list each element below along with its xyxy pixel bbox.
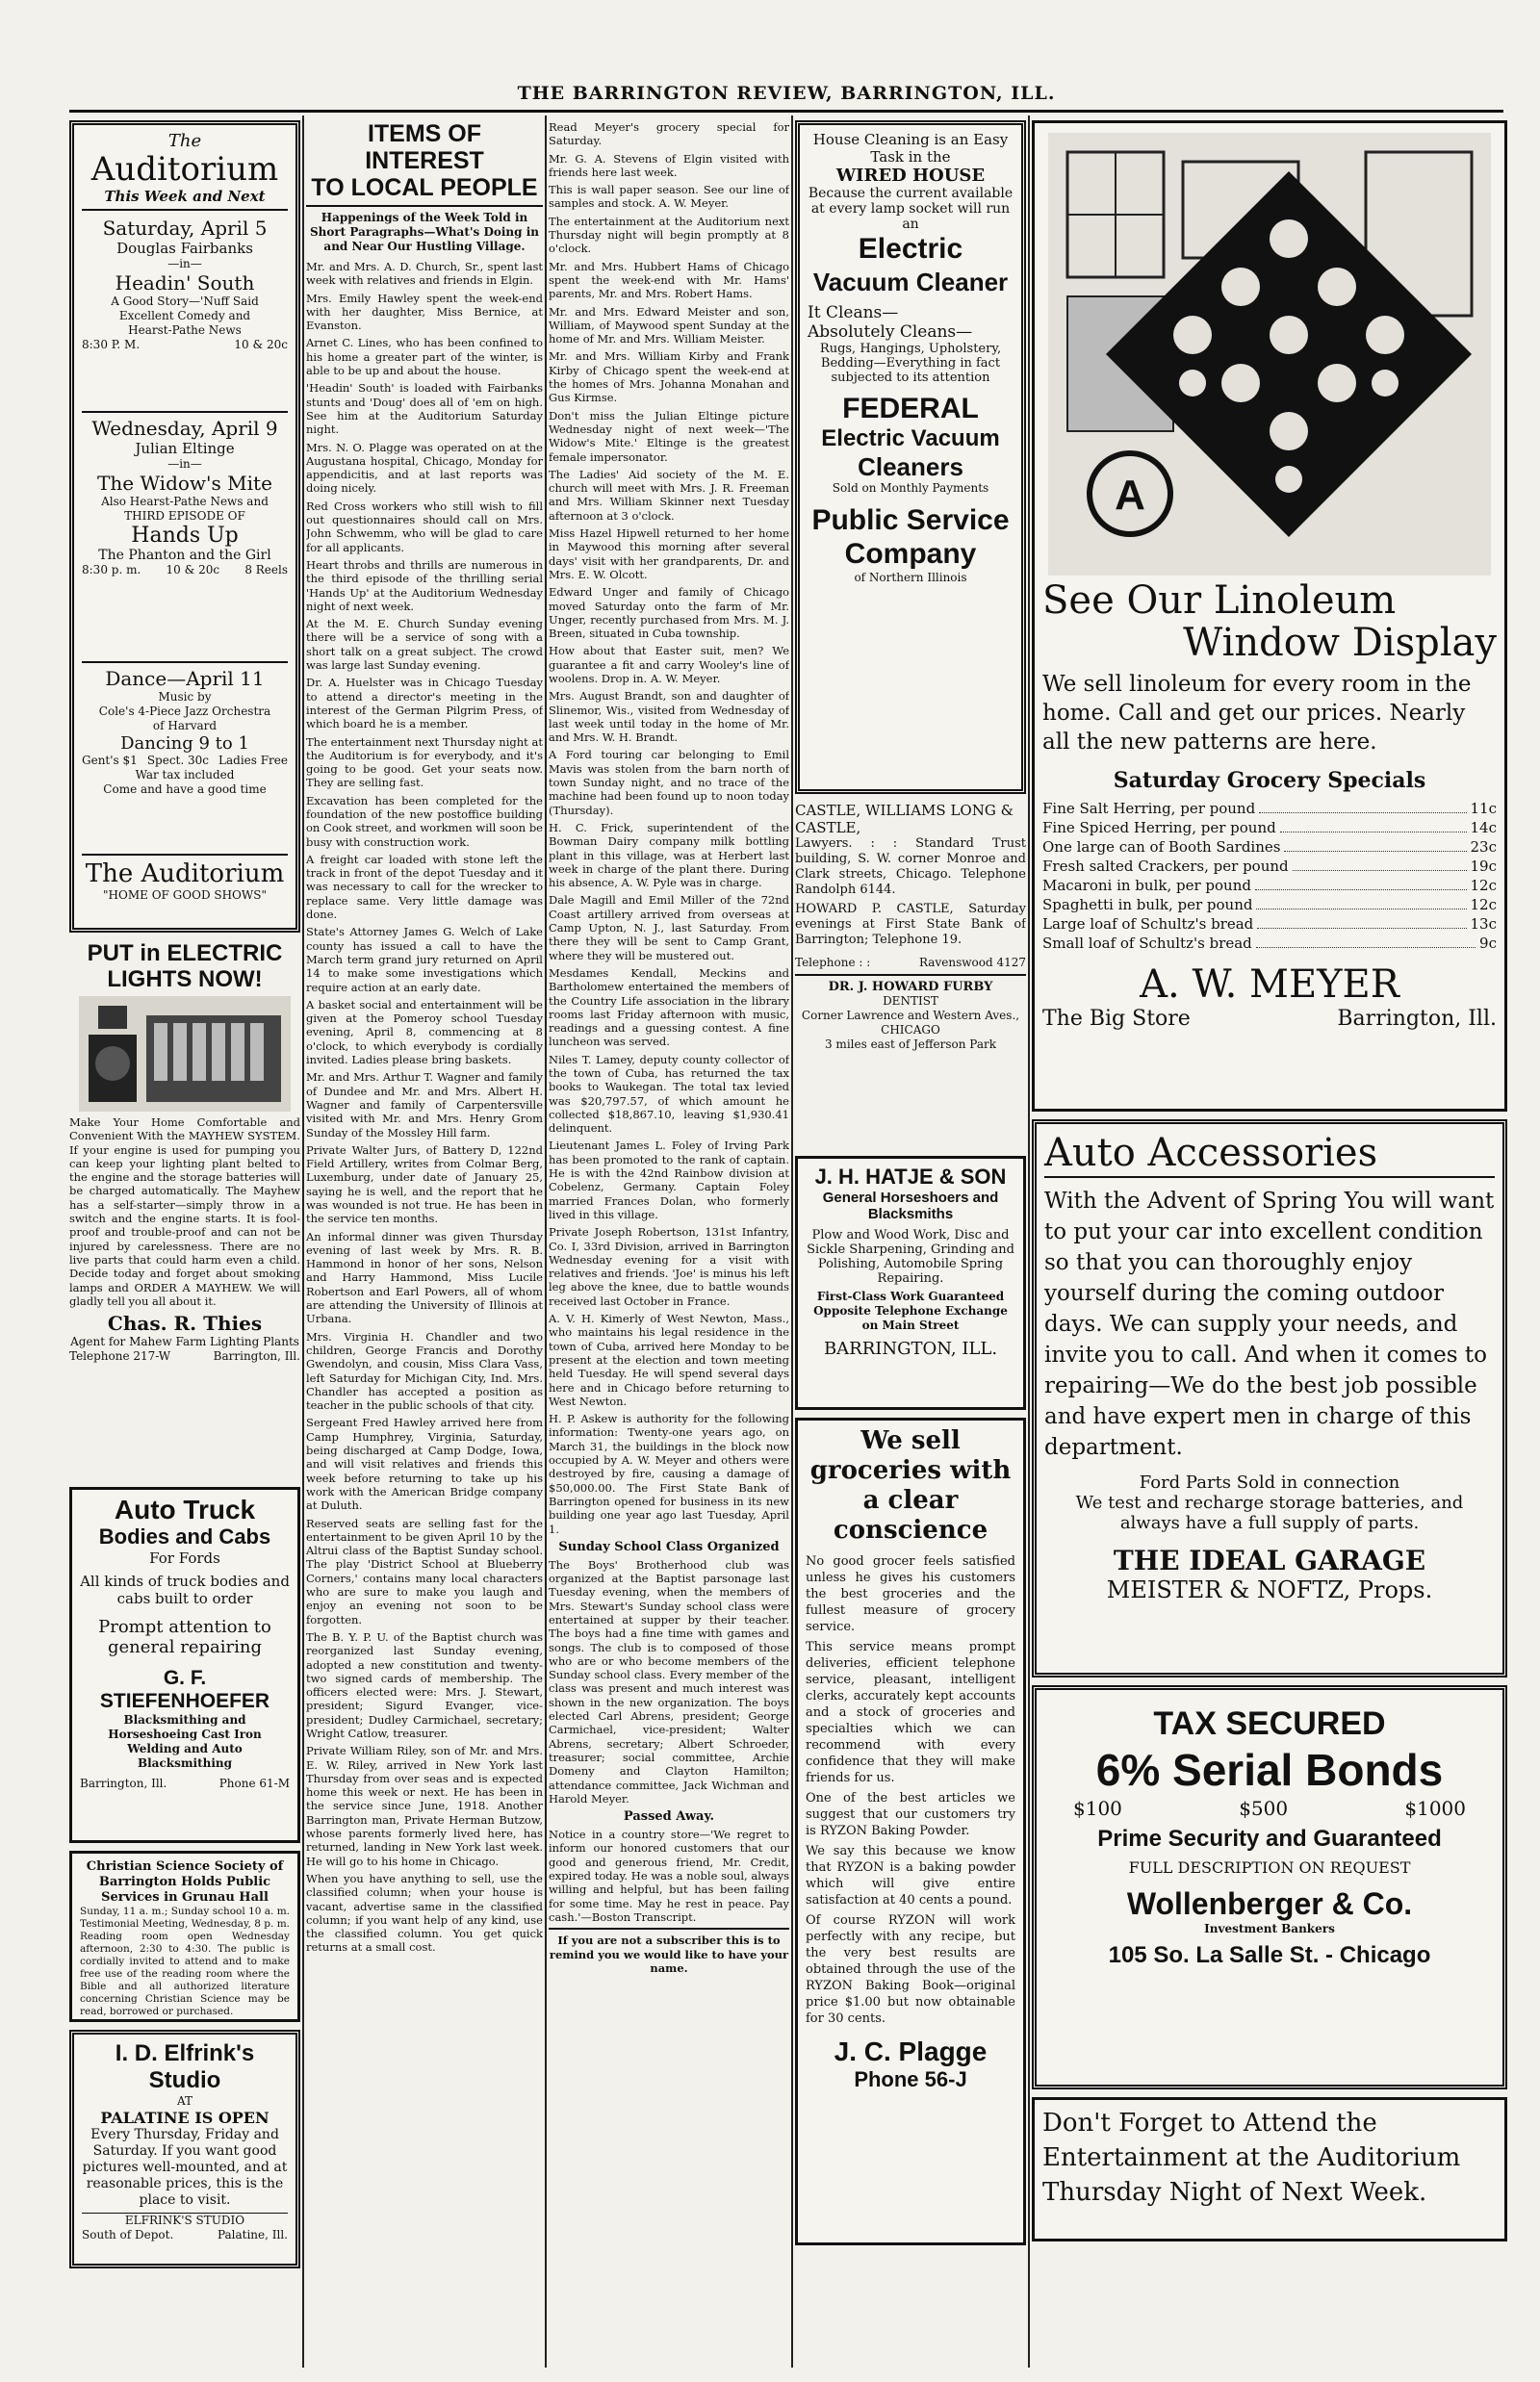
news-item: Dr. A. Huelster was in Chicago Tuesday to attend a director's meeting in the interest of the German Pilgrim Press, of which board he is a member. bbox=[306, 676, 543, 731]
bonds-firm: Wollenberger & Co. bbox=[1126, 1886, 1413, 1921]
items-headline-2: TO LOCAL PEOPLE bbox=[311, 174, 538, 201]
telephone-number: Ravenswood 4127 bbox=[919, 956, 1026, 969]
lawyers-body: Lawyers. : : Standard Trust building, S. W. corner Monroe and Clark streets, Chicago. Telephone Randolph 6144. bbox=[795, 836, 1026, 897]
leader-dots bbox=[1293, 857, 1467, 871]
bond-denomination: $1000 bbox=[1404, 1797, 1466, 1820]
news-item: Sergeant Fred Hawley arrived here from Camp Humphrey, Virginia, Saturday, being discharged at Camp Dodge, Iowa, and will visit relatives and friends this week before returning to take up his work with the American Bridge company at Duluth. bbox=[306, 1416, 543, 1513]
elfrink-at: AT bbox=[176, 2094, 192, 2108]
passed-away-headline: Passed Away. bbox=[623, 1809, 715, 1825]
leader-dots bbox=[1256, 895, 1466, 909]
leader-dots bbox=[1280, 818, 1467, 832]
show-line: Cole's 4-Piece Jazz Orchestra bbox=[98, 704, 271, 718]
electric-lights-ad bbox=[69, 940, 300, 1479]
elfrink-town: Palatine, Ill. bbox=[217, 2228, 288, 2241]
auto-truck-ad bbox=[69, 1487, 300, 1843]
special-item bbox=[1042, 914, 1497, 934]
bonds-ad bbox=[1032, 1685, 1507, 2089]
telephone-label: Telephone : : bbox=[795, 956, 871, 969]
show-line: Hearst-Pathe News bbox=[128, 323, 242, 337]
special-item bbox=[1042, 895, 1497, 914]
leader-dots bbox=[1259, 799, 1466, 813]
column-rule bbox=[545, 115, 547, 2368]
column-5 bbox=[1032, 120, 1507, 2249]
news-item: Arnet C. Lines, who has been confined to his home a greater part of the winter, is able to be up and about the house. bbox=[306, 336, 543, 378]
garage-props: MEISTER & NOFTZ, Props. bbox=[1106, 1576, 1433, 1603]
plagge-name: J. C. Plagge bbox=[834, 2036, 988, 2066]
sunday-school-body: The Boys' Brotherhood club was organized at the Baptist parsonage last Tuesday evening, when the members of Mrs. Stewart's Sunday school class were entertained at supper by their teacher. The boys had a fine time with games and songs. The club is to composed of those who are or who become members of the Sunday school class. Every member of the class was present and much interest was shown in the new organization. The boys elected Carl Abrens, president; George Carmichael, vice-president; Walter Abrens, secretary; Albert Schroeder, treasurer; social committee, Archie Domeny and Clayton Hamilton; attendance committee, Jack Wichman and Harold Meyer. bbox=[549, 1557, 789, 1806]
leader-dots bbox=[1256, 934, 1476, 948]
truck-fords: For Fords bbox=[149, 1550, 220, 1567]
show-star: Julian Eltinge bbox=[135, 440, 235, 457]
auditorium-footer-tag: "HOME OF GOOD SHOWS" bbox=[103, 888, 267, 902]
federal-electric: Electric Vacuum bbox=[821, 425, 1000, 451]
news-item: 'Headin' South' is loaded with Fairbanks stunts and 'Doug' does all of 'em on high. See him at the Auditorium Saturday night. bbox=[306, 381, 543, 437]
news-item: This is wall paper season. See our line of samples and stock. A. W. Meyer. bbox=[549, 183, 789, 211]
sunday-school-headline: Sunday School Class Organized bbox=[558, 1539, 780, 1554]
lighting-plant-icon bbox=[69, 996, 300, 1112]
special-item bbox=[1042, 818, 1497, 837]
groceries-paragraph: We say this because we know that RYZON is a baking powder which will give entire satisfaction at 40 cents a pound. bbox=[806, 1844, 1015, 1908]
electric-headline: PUT in ELECTRIC LIGHTS NOW! bbox=[87, 940, 283, 992]
news-item: The B. Y. P. U. of the Baptist church was reorganized last Sunday evening, adopted a new constitution and twenty-two signed cards of membership. The officers elected were: Mrs. J. Stewart, president; Sigurd Evanger, vice-president; Dudley Carmichael, secretary; Wright Catlow, treasurer. bbox=[306, 1629, 543, 1740]
linoleum-body: We sell linoleum for every room in the home. Call and get our prices. Nearly all the new patterns are here. bbox=[1042, 672, 1472, 755]
column-1 bbox=[69, 120, 300, 2276]
specials-title: Saturday Grocery Specials bbox=[1113, 768, 1426, 793]
truck-line: Prompt attention to general repairing bbox=[98, 1617, 271, 1657]
show-2 bbox=[82, 417, 288, 657]
plagge-grocery-ad bbox=[795, 1418, 1026, 2245]
elfrink-name: I. D. Elfrink's bbox=[115, 2040, 255, 2066]
news-item: A freight car loaded with stone left the track in front of the depot Tuesday and it was necessary to call for the wrecker to replace same. Very little damage was done. bbox=[306, 852, 543, 922]
elfrink-footer: ELFRINK'S STUDIO bbox=[82, 2213, 288, 2228]
bonds-address: 105 So. La Salle St. - Chicago bbox=[1108, 1942, 1431, 1968]
news-item: An informal dinner was given Thursday evening of last week by Mrs. R. B. Hammond in honor of her sons, Nelson and Harry Hammond, Miss Lucile Robertson and Earl Powers, all of whom are attending the University of Illinois at Urbana. bbox=[306, 1229, 543, 1326]
news-item: The entertainment at the Auditorium next Thursday night will begin promptly at 8 o'clock. bbox=[549, 214, 789, 256]
show-in: —in— bbox=[167, 257, 202, 270]
news-item: Private Walter Jurs, of Battery D, 122nd Field Artillery, writes from Colmar Berg, Luxemburg, under date of January 25, saying he is well, and the report that he was wounded is not true. He has been in the service ten months. bbox=[306, 1142, 543, 1226]
hatje-town: BARRINGTON, ILL. bbox=[823, 1339, 998, 1359]
special-item bbox=[1042, 857, 1497, 876]
show-reels: Ladies Free bbox=[218, 754, 288, 767]
show-line: Music by bbox=[158, 690, 212, 704]
subscriber-reminder: If you are not a subscriber this is to remind you we would like to have your name. bbox=[549, 1934, 789, 1975]
news-item: Mr. and Mrs. Arthur T. Wagner and family of Dundee and Mr. and Mrs. Albert H. Wagner and family of Carpentersville visited with Mr. and Mrs. Henry Grom Sunday of the Mossley Hill farm. bbox=[306, 1070, 543, 1140]
show-line: Also Hearst-Pathe News and bbox=[101, 495, 269, 508]
public-service-northern: of Northern Illinois bbox=[854, 571, 967, 584]
show-title: Dancing 9 to 1 bbox=[120, 733, 249, 754]
wired-electric: Electric bbox=[858, 233, 963, 265]
news-item: A Ford touring car belonging to Emil Mavis was stolen from the barn north of town Sunday night, and no trace of the machine had been found up to noon today (Thursday). bbox=[549, 748, 789, 817]
electric-phone: Telephone 217-W bbox=[69, 1349, 171, 1364]
plagge-phone: Phone 56-J bbox=[854, 2067, 967, 2091]
truck-headline: Auto Truck bbox=[114, 1495, 256, 1524]
science-title: Christian Science Society of Barrington Holds Public Services in Grunau Hall bbox=[86, 1859, 284, 1905]
wired-line: It Cleans— bbox=[808, 303, 899, 322]
news-item: H. P. Askew is authority for the following information: Twenty-one years ago, on March 31, the buildings in the block now occupied by A. W. Meyer and others were destroyed by fire, causing a damage of $50,000.00. The First State Bank of Barrington opened for business in its new building one year ago last Tuesday, April 1. bbox=[549, 1412, 789, 1536]
news-item: At the M. E. Church Sunday evening there will be a service of song with a short talk on a great subject. The crowd was large last Sunday evening. bbox=[306, 617, 543, 673]
show-title: Hands Up bbox=[131, 524, 239, 548]
special-item-name: One large can of Booth Sardines bbox=[1042, 838, 1281, 856]
groceries-headline: We sell groceries with a clear conscience bbox=[809, 1426, 1012, 1545]
show-3 bbox=[82, 667, 288, 850]
news-item: A. V. H. Kimerly of West Newton, Mass., who maintains his legal residence in the town of Cuba, arrived here Monday to be present at the election and town meeting held Tuesday. He will spend several days here and in Chicago before returning to West Newton. bbox=[549, 1312, 789, 1408]
news-item: Heart throbs and thrills are numerous in the third episode of the thrilling serial 'Hands Up' at the Auditorium Wednesday night of next week. bbox=[306, 557, 543, 613]
news-item: State's Attorney James G. Welch of Lake county has issued a call to have the March term grand jury returned on April 14 to make some investigations which require action at an early date. bbox=[306, 925, 543, 994]
news-item: Mrs. August Brandt, son and daughter of Slinemor, Wis., visited from Wednesday of last week until today in the home of Mr. and Mrs. W. H. Brandt. bbox=[549, 689, 789, 745]
meyer-name: A. W. MEYER bbox=[1140, 962, 1399, 1007]
show-price: 10 & 20c bbox=[166, 563, 220, 576]
truck-subhead: Bodies and Cabs bbox=[98, 1524, 271, 1549]
news-item: When you have anything to sell, use the classified column; when your house is vacant, advertise same in the classified column; if you want help of any kind, use the classified column. You get quick returns at a small cost. bbox=[306, 1871, 543, 1955]
auto-body: With the Advent of Spring You will want to put your car into excellent condition so that you can thoroughly enjoy yourself during the coming outdoor days. We can supply your needs, and invite you to call. And when it comes to repairing—We do the best job possible and have expert men in charge of this department. bbox=[1044, 1189, 1495, 1460]
hatje-guarantee: First-Class Work Guaranteed bbox=[816, 1290, 1005, 1303]
show-date: Dance—April 11 bbox=[105, 667, 265, 690]
hatje-location: Opposite Telephone Exchange on Main Street bbox=[813, 1304, 1008, 1332]
news-item: Mrs. N. O. Plagge was operated on at the Augustana hospital, Chicago, Monday for appendicitis, and at last reports was doing nicely. bbox=[306, 440, 543, 496]
linoleum-headline-2: Window Display bbox=[1183, 621, 1497, 665]
news-item: Mesdames Kendall, Meckins and Bartholomew entertained the members of the Country Life association in the library rooms last Friday afternoon with music, readings and a guessing contest. A fine luncheon was served. bbox=[549, 965, 789, 1049]
column-4 bbox=[795, 120, 1026, 2253]
local-notes bbox=[549, 120, 789, 1536]
wired-vacuum: Vacuum Cleaner bbox=[812, 268, 1009, 296]
auditorium-this-week: This Week and Next bbox=[104, 188, 266, 205]
show-time: 8:30 p. m. bbox=[82, 563, 141, 576]
show-time: 8:30 P. M. bbox=[82, 338, 141, 351]
wired-headline: WIRED HOUSE bbox=[835, 166, 986, 186]
show-price: Spect. 30c bbox=[146, 754, 209, 767]
truck-services: Blacksmithing and Horseshoeing Cast Iron Welding and Auto Blacksmithing bbox=[108, 1713, 262, 1770]
castle-card: HOWARD P. CASTLE, Saturday evenings at First State Bank of Barrington; Telephone 19. bbox=[795, 902, 1026, 947]
auditorium-name: Auditorium bbox=[90, 150, 279, 189]
groceries-paragraph: Of course RYZON will work perfectly with any recipe, but the very best results are obtained through the use of the RYZON Baking Book—original price $1.00 but now obtainable for 30 cents. bbox=[806, 1913, 1015, 2026]
brand-badge: A bbox=[1115, 472, 1145, 519]
items-subhead: Happenings of the Week Told in Short Paragraphs—What's Doing in and Near Our Hustling Village. bbox=[309, 211, 540, 253]
show-line: War tax included bbox=[135, 768, 235, 781]
groceries-paragraph: No good grocer feels satisfied unless he gives his customers the best groceries and the fullest measure of grocery service. bbox=[806, 1554, 1015, 1634]
elfrink-body: Every Thursday, Friday and Saturday. If you want good pictures well-mounted, and at reasonable prices, this is the place to visit. bbox=[82, 2127, 288, 2208]
truck-phone: Phone 61-M bbox=[218, 1777, 290, 1790]
wired-line: House Cleaning is an Easy Task in the bbox=[812, 131, 1009, 166]
bond-denomination: $500 bbox=[1239, 1797, 1289, 1820]
leader-dots bbox=[1257, 914, 1466, 929]
hatje-subhead: General Horseshoers and Blacksmiths bbox=[822, 1190, 999, 1222]
show-star: Douglas Fairbanks bbox=[116, 240, 253, 257]
dentist-address-2: 3 miles east of Jefferson Park bbox=[824, 1037, 996, 1051]
kitchen-linoleum-icon bbox=[1042, 133, 1497, 576]
auto-headline: Auto Accessories bbox=[1044, 1130, 1495, 1178]
bonds-serial: 6% Serial Bonds bbox=[1095, 1745, 1444, 1795]
special-item-name: Fine Spiced Herring, per pound bbox=[1042, 819, 1276, 836]
news-item: H. C. Frick, superintendent of the Bowman Dairy company milk bottling plant in this village, was at Herbert last week in charge of the plant there. During his absence, A. W. Pyle was in charge. bbox=[549, 820, 789, 890]
christian-science-notice bbox=[69, 1851, 300, 2022]
electric-town: Barrington, Ill. bbox=[213, 1349, 300, 1364]
news-item: Mrs. Virginia H. Chandler and two children, George Francis and Dorothy Gwendolyn, and cousin, Miss Clara Vass, left Saturday for Michigan City, Ind. Mrs. Chandler has accepted a position as teacher in the public schools of that city. bbox=[306, 1329, 543, 1413]
special-item-name: Small loaf of Schultz's bread bbox=[1042, 935, 1252, 952]
news-item: Edward Unger and family of Chicago moved Saturday onto the farm of Mr. Unger, recently purchased from Mrs. M. J. Breen, situated in Cuba township. bbox=[549, 585, 789, 641]
bonds-headline: TAX SECURED bbox=[1153, 1705, 1386, 1742]
show-line: The Phanton and the Girl bbox=[98, 548, 271, 563]
meyer-ad bbox=[1032, 120, 1507, 1112]
public-service-company: Company bbox=[844, 538, 977, 570]
news-item: Mr. and Mrs. A. D. Church, Sr., spent last week with relatives and friends in Elgin. bbox=[306, 260, 543, 288]
news-item: Miss Hazel Hipwell returned to her home in Maywood this morning after several days' visit with her grandparents, Dr. and Mrs. E. W. Olcott. bbox=[549, 526, 789, 581]
auditorium-ad bbox=[69, 120, 300, 933]
special-item bbox=[1042, 837, 1497, 857]
news-item: Private William Riley, son of Mr. and Mrs. E. W. Riley, arrived in New York last Thursday from over seas and is expected home this week or next. He has been in the service since June, 1918. Another Barrington man, Private Herman Butzow, whose parents formerly lived here, has returned, landing in New York last week. He will go to his home in Chicago. bbox=[306, 1744, 543, 1868]
news-item: Mr. G. A. Stevens of Elgin visited with friends here last week. bbox=[549, 151, 789, 179]
auto-accessories-ad bbox=[1032, 1119, 1507, 1678]
news-item: Reserved seats are selling fast for the entertainment to be given April 10 by the Altrui class of the Baptist Sunday school. The play 'District School at Blueberry Corners,' contains many local characters who are sure to make you laugh and enjoy an evening not soon to be forgotten. bbox=[306, 1516, 543, 1626]
show-reels: 8 Reels bbox=[244, 563, 288, 576]
electric-agent: Agent for Mahew Farm Lighting Plants bbox=[70, 1335, 299, 1349]
news-item: Niles T. Lamey, deputy county collector of the town of Cuba, has returned the tax books to Waukegan. The total tax levied was $20,797.57, of which amount he collected $18,867.10, leaving $1,930.41 delinquent. bbox=[549, 1052, 789, 1136]
elfrink-studio-ad bbox=[69, 2030, 300, 2268]
special-item-name: Spaghetti in bulk, per pound bbox=[1042, 896, 1253, 913]
bond-denomination: $100 bbox=[1073, 1797, 1122, 1820]
show-line: Excellent Comedy and bbox=[118, 309, 251, 322]
truck-line: All kinds of truck bodies and cabs built to order bbox=[80, 1573, 290, 1607]
column-3 bbox=[549, 120, 789, 2363]
hatje-ad bbox=[795, 1156, 1026, 1410]
news-item: Mr. and Mrs. William Kirby and Frank Kirby of Chicago spent the week-end at the homes of Mrs. Johanna Monahan and Gus Kirmse. bbox=[549, 349, 789, 405]
special-item bbox=[1042, 876, 1497, 895]
news-item: Read Meyer's grocery special for Saturday. bbox=[549, 120, 789, 148]
show-title: The Widow's Mite bbox=[97, 472, 272, 495]
wired-line: Rugs, Hangings, Upholstery, Bedding—Everything in fact subjected to its attention bbox=[819, 342, 1002, 385]
passed-away-body: Notice in a country store—'We regret to inform our honored customers that our good and generous friend, Mr. Credit, expired today. He was a noble soul, always willing and helpful, but has been failing for some time. May he rest in peace. Pay cash.'—Boston Transcript. bbox=[549, 1828, 789, 1924]
bonds-bankers: Investment Bankers bbox=[1204, 1922, 1335, 1935]
federal-cleaners: Cleaners bbox=[858, 452, 963, 481]
dentist-title: DENTIST bbox=[883, 994, 938, 1008]
wired-line: Absolutely Cleans— bbox=[808, 322, 973, 342]
federal-headline: FEDERAL bbox=[842, 393, 979, 424]
items-paragraphs bbox=[306, 260, 543, 1955]
garage-name: THE IDEAL GARAGE bbox=[1113, 1545, 1426, 1576]
wired-house-ad bbox=[795, 120, 1026, 794]
news-item: Lieutenant James L. Foley of Irving Park has been promoted to the rank of captain. He is with the 42nd Rainbow division at Cobelenz, Germany. Captain Foley married Frances Dolan, who formerly lived in this village. bbox=[549, 1139, 789, 1221]
news-item: The Ladies' Aid society of the M. E. church will meet with Mrs. J. R. Freeman and Mrs. William Skinner next Tuesday afternoon at 3 o'clock. bbox=[549, 467, 789, 523]
show-price: 10 & 20c bbox=[234, 338, 288, 351]
special-item-price: 14c bbox=[1470, 819, 1497, 836]
news-item: Dale Magill and Emil Miller of the 72nd Coast artillery arrived from overseas at Camp Upton, N. J., last Saturday. From there they will be sent to Camp Grant, where they will be mustered out. bbox=[549, 893, 789, 962]
news-item: A basket social and entertainment will be given at the Pomeroy school Tuesday evening, April 8, commencing at 8 o'clock, to which everybody is cordially invited. Ladies please bring baskets. bbox=[306, 997, 543, 1067]
auto-ford-parts: Ford Parts Sold in connection bbox=[1139, 1473, 1400, 1493]
dentist-address: Corner Lawrence and Western Aves., CHICAGO bbox=[801, 1009, 1020, 1037]
elfrink-location: South of Depot. bbox=[82, 2228, 174, 2241]
show-line: THIRD EPISODE OF bbox=[124, 509, 245, 523]
news-item: Red Cross workers who still wish to fill out questionnaires should call on Mrs. John Schwemm, who will be glad to care for all applicants. bbox=[306, 499, 543, 554]
special-item-price: 9c bbox=[1479, 935, 1497, 952]
electric-dealer: Chas. R. Thies bbox=[107, 1312, 263, 1336]
elfrink-studio: Studio bbox=[148, 2067, 221, 2093]
meyer-town: Barrington, Ill. bbox=[1337, 1007, 1497, 1031]
special-item-price: 13c bbox=[1470, 915, 1497, 933]
special-item-name: Large loaf of Schultz's bread bbox=[1042, 915, 1254, 933]
electric-body: Make Your Home Comfortable and Convenient With the MAYHEW SYSTEM. If your engine is used for pumping you can keep your lighting plant belted to the engine and the storage batteries will be charged automatically. The Mayhew has a self-starter—simply throw in a switch and the engine starts. It is fool-proof and trouble-proof and can not be injured by carelessness. There are no live parts that could harm even a child. Decide today and forget about smoking lamps and ORDER A MAYHEW. We will gladly tell you all about it. bbox=[69, 1115, 300, 1308]
show-title: Headin' South bbox=[115, 271, 255, 295]
hatje-body: Plow and Wood Work, Disc and Sickle Sharpening, Grinding and Polishing, Automobile Spring Repairing. bbox=[807, 1228, 1014, 1286]
special-item bbox=[1042, 934, 1497, 953]
wired-line: Because the current available at every lamp socket will run an bbox=[808, 186, 1014, 232]
special-item-name: Fresh salted Crackers, per pound bbox=[1042, 858, 1289, 875]
leader-dots bbox=[1255, 876, 1467, 890]
column-rule bbox=[791, 115, 793, 2368]
linoleum-headline: See Our Linoleum bbox=[1042, 578, 1397, 623]
special-item-price: 12c bbox=[1470, 896, 1497, 913]
elfrink-where: PALATINE IS OPEN bbox=[100, 2109, 270, 2127]
lawyers-headline: CASTLE, WILLIAMS LONG & CASTLE, bbox=[795, 802, 1014, 836]
truck-town: Barrington, Ill. bbox=[80, 1777, 167, 1790]
wired-payments: Sold on Monthly Payments bbox=[832, 481, 989, 495]
public-service: Public Service bbox=[811, 504, 1010, 536]
auditorium-footer-name: The Auditorium bbox=[85, 859, 285, 888]
specials-list bbox=[1042, 799, 1497, 953]
news-item: Don't miss the Julian Eltinge picture Wednesday night of next week—'The Widow's Mite.' Eltinge is the greatest female impersonator. bbox=[549, 408, 789, 464]
news-item: Mr. and Mrs. Edward Meister and son, William, of Maywood spent Sunday at the home of Mr. and Mrs. William Meister. bbox=[549, 304, 789, 346]
show-line: of Harvard bbox=[152, 719, 218, 732]
dentist-name: DR. J. HOWARD FURBY bbox=[828, 980, 993, 994]
special-item-name: Fine Salt Herring, per pound bbox=[1042, 800, 1256, 817]
auditorium-the: The bbox=[167, 131, 202, 151]
masthead: THE BARRINGTON REVIEW, BARRINGTON, ILL. bbox=[69, 83, 1503, 113]
bonds-request: FULL DESCRIPTION ON REQUEST bbox=[1128, 1858, 1411, 1877]
show-date: Wednesday, April 9 bbox=[91, 417, 278, 440]
hatje-name: J. H. HATJE & SON bbox=[814, 1165, 1007, 1189]
groceries-paragraph: This service means prompt deliveries, efficient telephone service, pleasant, intelligent clerks, accurately kept accounts and a stock of groceries and specialties which we can recommend with every confidence that they will make friends for us. bbox=[806, 1640, 1015, 1785]
column-rule bbox=[1028, 115, 1030, 2368]
news-item: Excavation has been completed for the foundation of the new postoffice building on Cook street, and workmen will soon be busy with construction work. bbox=[306, 793, 543, 849]
big-store: The Big Store bbox=[1042, 1007, 1191, 1031]
special-item-price: 23c bbox=[1470, 838, 1497, 856]
items-headline: ITEMS OF INTEREST bbox=[365, 120, 484, 174]
special-item-price: 19c bbox=[1470, 858, 1497, 875]
news-item: How about that Easter suit, men? We guarantee a fit and carry Wooley's line of woolens. Drop in. A. W. Meyer. bbox=[549, 644, 789, 685]
show-time: Gent's $1 bbox=[82, 754, 138, 767]
special-item-price: 12c bbox=[1470, 877, 1497, 894]
professional-cards bbox=[795, 802, 1026, 1148]
auto-batteries: We test and recharge storage batteries, and always have a full supply of parts. bbox=[1075, 1493, 1464, 1533]
special-item-price: 11c bbox=[1470, 800, 1497, 817]
groceries-paragraph: One of the best articles we suggest that our customers try is RYZON Baking Powder. bbox=[806, 1791, 1015, 1838]
show-line: Come and have a good time bbox=[103, 782, 267, 796]
special-item bbox=[1042, 799, 1497, 818]
bonds-security: Prime Security and Guaranteed bbox=[1097, 1826, 1442, 1852]
show-date: Saturday, April 5 bbox=[102, 217, 268, 240]
news-item: Private Joseph Robertson, 131st Infantry, Co. I, 33rd Division, arrived in Barrington Wednesday evening for a visit with relatives and friends. 'Joe' is minus his left leg above the knee, due to battle wounds received last October in France. bbox=[549, 1225, 789, 1308]
show-in: —in— bbox=[167, 457, 202, 471]
truck-name: G. F. STIEFENHOEFER bbox=[99, 1667, 270, 1712]
news-item: Mr. and Mrs. Hubbert Hams of Chicago spent the week-end with Mr. Hams' parents, Mr. and Mrs. Robert Hams. bbox=[549, 259, 789, 301]
science-body: Sunday, 11 a. m.; Sunday school 10 a. m. Testimonial Meeting, Wednesday, 8 p. m. Reading room open Wednesday afternoon, 2:30 to 4:30. The public is cordially invited to attend and to make free use of the reading room where the Bible and all authorized literature concerning Christian Science may be read, borrowed or purchased. bbox=[80, 1906, 290, 2017]
final-reminder: Don't Forget to Attend the Entertainment at the Auditorium Thursday Night of Next Week. bbox=[1032, 2097, 1507, 2241]
show-1 bbox=[82, 217, 288, 407]
show-line: A Good Story—'Nuff Said bbox=[111, 295, 259, 308]
news-item: Mrs. Emily Hawley spent the week-end with her daughter, Miss Bernice, at Evanston. bbox=[306, 291, 543, 333]
news-item: The entertainment next Thursday night at the Auditorium is for everybody, and it's going to be good. Get your seats now. They are selling fast. bbox=[306, 734, 543, 790]
column-2 bbox=[306, 120, 543, 2363]
leader-dots bbox=[1284, 837, 1466, 852]
special-item-name: Macaroni in bulk, per pound bbox=[1042, 877, 1251, 894]
column-rule bbox=[302, 115, 304, 2368]
